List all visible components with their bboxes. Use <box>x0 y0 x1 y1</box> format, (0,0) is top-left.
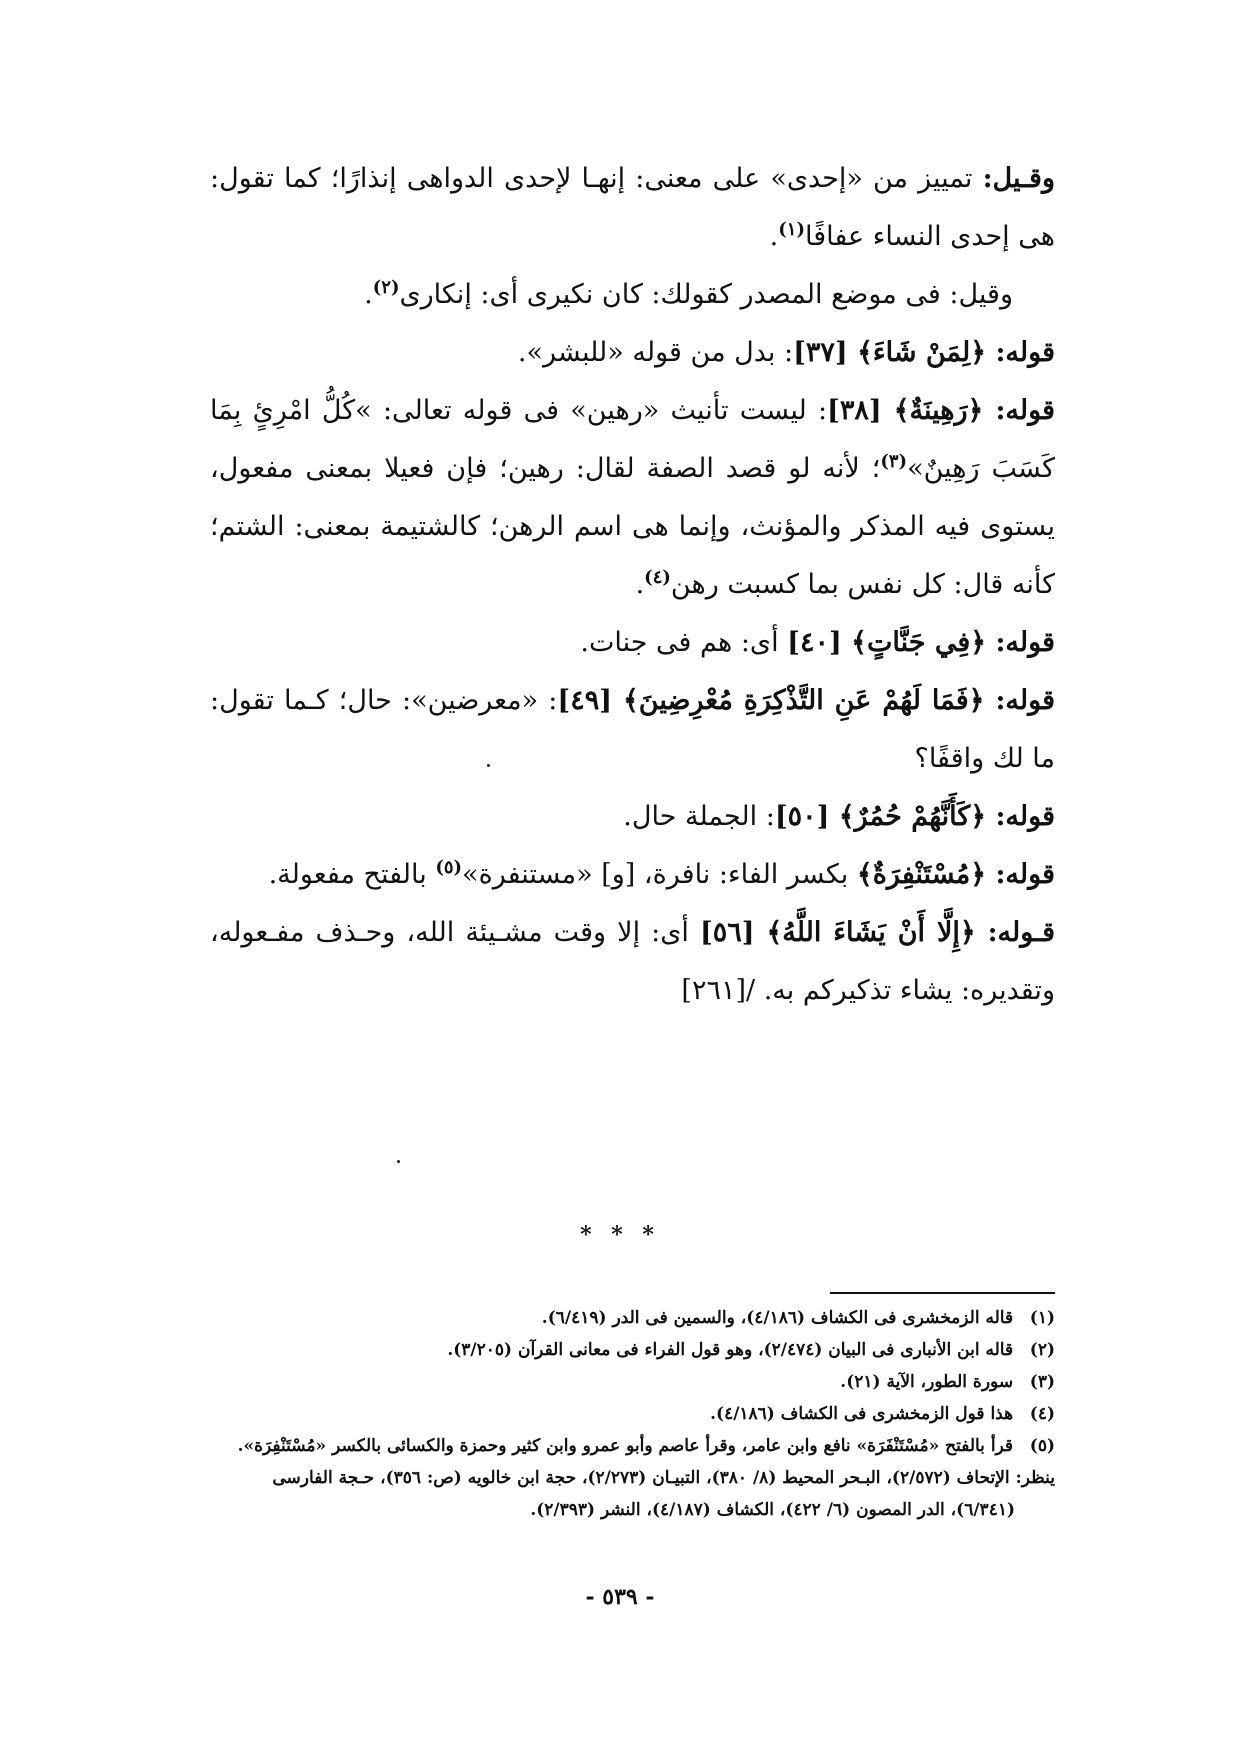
paragraph-lead: قوله: <box>995 627 1055 658</box>
paragraph-3 <box>210 324 1055 382</box>
quran-quote: ﴿إِلَّا أَنْ يَشَاءَ اللَّهُ﴾ [٥٦] <box>699 917 988 948</box>
section-separator: * * * <box>580 1222 660 1248</box>
quran-quote: ﴿فِي جَنَّاتٍ﴾ [٤٠] <box>787 627 996 658</box>
main-text <box>210 150 1055 1020</box>
paragraph-text: وقيل: فى موضع المصدر كقولك: كان نكيرى أى: إنكارى <box>399 279 1013 310</box>
footnote-5-continuation: (٦/٣٤١)، الدر المصون (٦/ ٤٢٢)، الكشاف (٤/١٨٧)، النشر (٢/٣٩٣). <box>530 1500 1015 1520</box>
footnote-5 <box>210 1430 1055 1462</box>
footnote-1 <box>210 1302 1055 1334</box>
footnote-number: (٥) <box>1029 1436 1055 1456</box>
footnote-ref: (٣) <box>880 451 908 472</box>
quran-quote: ﴿فَمَا لَهُمْ عَنِ التَّذْكِرَةِ مُعْرِضِينَ﴾ [٤٩] <box>557 685 996 716</box>
footnote-divider <box>830 1292 1055 1294</box>
quran-quote: ﴿كَأَنَّهُمْ حُمُرٌ﴾ [٥٠] <box>774 801 996 832</box>
footnote-number: (٢) <box>1029 1340 1055 1360</box>
footnote-5-continuation: ينظر: الإتحاف (٢/٥٧٢)، البـحر المحيط (٨/ ٣٨٠)، التبيـان (٢/٢٧٣)، حجة ابن خالويه (ص: ٣٥٦)، حـجة الفارسى <box>272 1468 1055 1488</box>
footnote-number: (٤) <box>1029 1404 1055 1424</box>
footnotes <box>210 1302 1055 1526</box>
paragraph-text: بكسر الفاء: نافرة، [و] «مستنفرة» <box>462 859 857 890</box>
footnote-4 <box>210 1398 1055 1430</box>
paragraph-8 <box>210 846 1055 904</box>
paragraph-7 <box>210 788 1055 846</box>
ink-speck <box>397 1160 400 1163</box>
paragraph-text: تمييز من «إحدى» على معنى: إنهـا لإحدى الدواهى إنذارًا؛ كما تقول: هى إحدى النساء عفافًا <box>210 163 1055 252</box>
ink-speck <box>487 764 490 767</box>
page-number: - ٥٣٩ - <box>585 1584 655 1610</box>
paragraph-lead: قوله: <box>995 337 1055 368</box>
footnote-number: (١) <box>1029 1308 1055 1328</box>
footnote-3 <box>210 1366 1055 1398</box>
paragraph-4 <box>210 382 1055 614</box>
paragraph-text: : بدل من قوله «للبشر». <box>517 337 794 368</box>
paragraph-end: . <box>364 279 373 310</box>
paragraph-end: بالفتح مفعولة. <box>268 859 436 890</box>
paragraph-text: أى: إلا وقت مشـيئة الله، وحـذف مفـعوله، وتقديره: يشاء تذكيركم به. /[٢٦١] <box>210 917 1055 1006</box>
quran-quote: ﴿مُسْتَنْفِرَةٌ﴾ <box>856 859 996 890</box>
paragraph-lead: قـوله: <box>987 917 1056 948</box>
paragraph-1 <box>210 150 1055 266</box>
quran-quote: ﴿رَهِينَةٌ﴾ [٣٨] <box>827 395 996 426</box>
footnote-ref: (١) <box>778 219 805 240</box>
footnote-ref: (٤) <box>644 567 671 588</box>
paragraph-text: : الجملة حال. <box>623 801 775 832</box>
paragraph-9 <box>210 904 1055 1020</box>
paragraph-2 <box>210 266 1055 324</box>
paragraph-5 <box>210 614 1055 672</box>
quran-quote: ﴿لِمَنْ شَاءَ﴾ [٣٧] <box>793 337 996 368</box>
paragraph-lead: قوله: <box>995 685 1055 716</box>
footnote-text: سورة الطور، الآية (٢١). <box>840 1372 1014 1392</box>
paragraph-lead: قوله: <box>995 859 1055 890</box>
paragraph-6 <box>210 672 1055 788</box>
footnote-2 <box>210 1334 1055 1366</box>
paragraph-text: أى: هم فى جنات. <box>580 627 788 658</box>
footnote-text: قاله الزمخشرى فى الكشاف (٤/١٨٦)، والسمين فى الدر (٦/٤١٩). <box>541 1308 1014 1328</box>
paragraph-lead: وقـيل: <box>982 163 1055 194</box>
footnote-ref: (٢) <box>372 277 400 298</box>
paragraph-text: : ليست تأنيث «رهين» فى قوله تعالى: »كُلُّ امْرِئٍ بِمَا كَسَبَ رَهِينٌ» <box>210 395 1055 484</box>
footnote-text: قرأ بالفتح «مُسْتَنْفَرَة» نافع وابن عامر، وقرأ عاصم وأبو عمرو وابن كثير وحمزة والكسائى بالكسر «مُسْتَنْفِرَة». <box>237 1436 1014 1456</box>
paragraph-text: ؛ لأنه لو قصد الصفة لقال: رهين؛ فإن فعيلا بمعنى مفعول، يستوى فيه المذكر والمؤنث، وإنما هى اسم الرهن؛ كالشتيمة بمعنى: الشتم؛ كأنه قال: كل نفس بما كسبت رهن <box>210 453 1055 600</box>
paragraph-end: . <box>769 221 779 252</box>
paragraph-end: . <box>635 569 645 600</box>
paragraph-lead: قوله: <box>995 801 1055 832</box>
footnote-ref: (٥) <box>435 857 463 878</box>
paragraph-lead: قوله: <box>995 395 1055 426</box>
footnote-text: هذا قول الزمخشرى فى الكشاف (٤/١٨٦). <box>710 1404 1014 1424</box>
footnote-text: قاله ابن الأنبارى فى البيان (٢/٤٧٤)، وهو قول الفراء فى معانى القرآن (٣/٢٠٥). <box>447 1340 1014 1360</box>
footnote-number: (٣) <box>1029 1372 1055 1392</box>
paragraph-text: : «معرضين»: حال؛ كـما تقول: ما لك واقفًا؟ <box>210 685 1055 774</box>
